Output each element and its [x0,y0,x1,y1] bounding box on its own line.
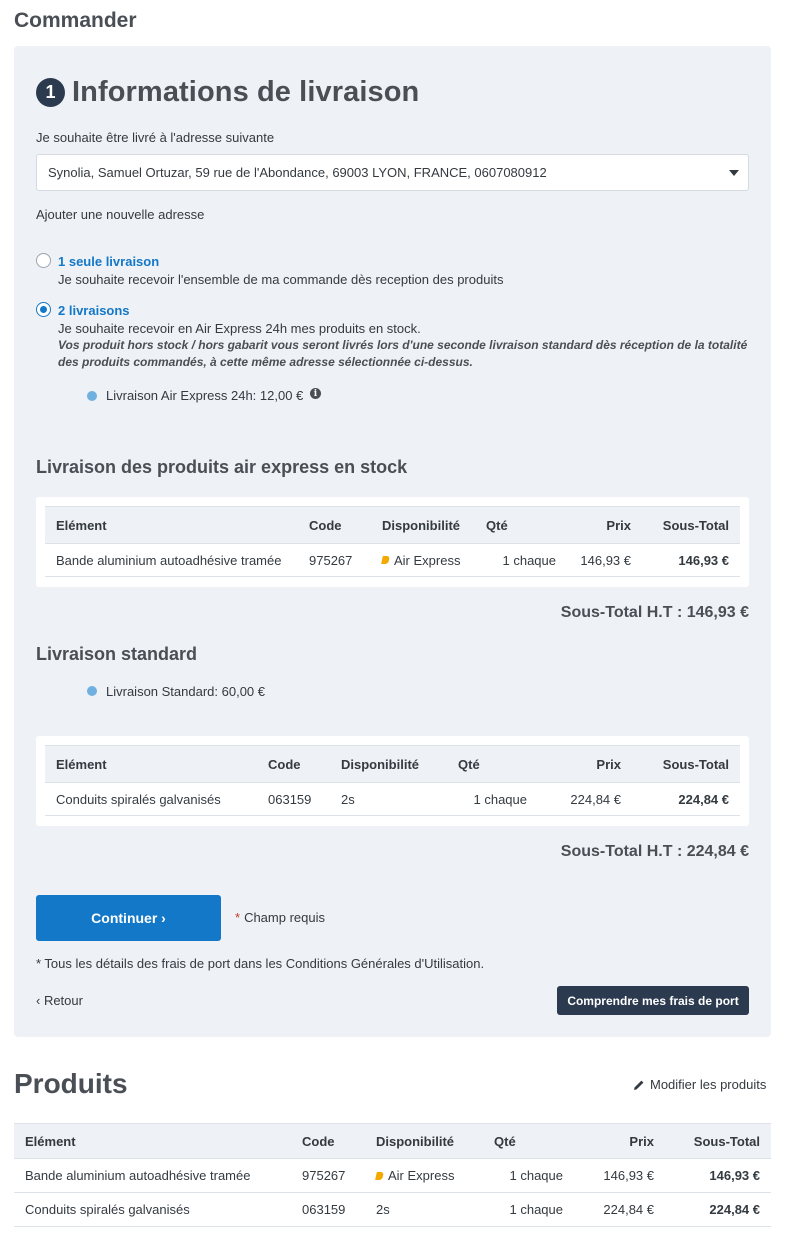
terms-note: * Tous les détails des frais de port dans les Conditions Générales d'Utilisation. [36,956,485,971]
col-prix: Prix [596,756,621,772]
col-element: Elément [56,517,107,533]
col-disponibilite: Disponibilité [376,1133,454,1149]
row-qte: 1 chaque [502,552,556,568]
products-title: Produits [14,1068,128,1099]
info-icon[interactable]: i [310,388,321,399]
add-address-link[interactable]: Ajouter une nouvelle adresse [36,207,205,222]
single-delivery-desc: Je souhaite recevoir l'ensemble de ma commande dès reception des produits [58,272,504,287]
air-express-icon [381,556,390,564]
required-field-note [235,910,325,925]
col-sous-total: Sous-Total [662,517,729,533]
col-element: Elément [25,1133,76,1149]
table-row [45,544,740,577]
air-section-title: Livraison des produits air express en stock [36,457,408,477]
col-prix: Prix [606,517,631,533]
required-text: Champ requis [244,910,325,925]
pencil-icon [633,1079,645,1091]
two-deliveries-title[interactable]: 2 livraisons [58,303,130,318]
row-disponibilite [376,1159,454,1192]
modify-products-label: Modifier les produits [650,1077,767,1092]
radio-two-deliveries[interactable] [36,302,51,317]
standard-table-card [36,736,749,826]
table-row [14,1193,771,1227]
row-sous-total: 224,84 € [678,791,729,807]
col-code: Code [309,517,342,533]
row-element: Conduits spiralés galvanisés [56,791,221,807]
row-sous-total: 224,84 € [709,1202,760,1217]
page-title: Commander [14,9,137,32]
standard-section-title: Livraison standard [36,644,198,664]
col-disponibilite: Disponibilité [382,517,460,533]
back-link[interactable]: ‹ Retour [36,993,83,1008]
air-express-icon [375,1172,384,1180]
row-prix: 146,93 € [603,1168,654,1183]
col-code: Code [302,1133,335,1149]
col-element: Elément [56,756,107,772]
col-disponibilite: Disponibilité [341,756,419,772]
row-qte: 1 chaque [473,791,527,807]
row-element: Bande aluminium autoadhésive tramée [56,552,282,568]
address-select[interactable] [36,154,749,191]
row-disponibilite [382,544,460,576]
col-qte: Qté [494,1133,516,1149]
row-code: 063159 [302,1202,346,1217]
required-star: * [235,910,241,925]
understand-shipping-button[interactable]: Comprendre mes frais de port [557,986,749,1015]
row-prix: 224,84 € [603,1202,654,1217]
row-disponibilite-text: Air Express [394,552,461,568]
col-sous-total: Sous-Total [662,756,729,772]
row-qte: 1 chaque [509,1202,563,1217]
row-disponibilite: 2s [376,1202,390,1217]
row-code: 975267 [302,1168,346,1183]
table-header-row [14,1123,771,1159]
table-row [45,783,740,816]
row-disponibilite: 2s [341,791,355,807]
air-express-option-label: Livraison Air Express 24h: 12,00 € [106,388,304,403]
air-subtotal: Sous-Total H.T : 146,93 € [560,604,749,621]
row-element: Conduits spiralés galvanisés [25,1202,190,1217]
row-sous-total: 146,93 € [709,1168,760,1183]
products-table [14,1123,771,1229]
row-code: 063159 [268,791,312,807]
air-table [45,506,740,578]
standard-table [45,745,740,817]
radio-standard[interactable] [87,686,97,696]
table-row [14,1159,771,1193]
continue-button[interactable]: Continuer › [36,895,221,941]
single-delivery-title[interactable]: 1 seule livraison [58,254,160,269]
row-disponibilite-text: Air Express [388,1168,455,1183]
row-element: Bande aluminium autoadhésive tramée [25,1168,251,1183]
col-qte: Qté [458,756,480,772]
modify-products-link[interactable] [633,1077,766,1092]
col-code: Code [268,756,301,772]
step-number-badge: 1 [36,78,65,107]
two-deliveries-desc: Je souhaite recevoir en Air Express 24h mes produits en stock. [58,321,421,336]
row-qte: 1 chaque [509,1168,563,1183]
col-prix: Prix [629,1133,654,1149]
col-qte: Qté [486,517,508,533]
delivery-step-header [36,76,419,109]
row-prix: 146,93 € [580,552,631,568]
two-deliveries-note: Vos produit hors stock / hors gabarit vous seront livrés lors d'une seconde livraison standard dès réception de la totalité des produits commandés, à cette même adresse sélectionnée ci-dessus. [58,338,748,369]
address-select-value: Synolia, Samuel Ortuzar, 59 rue de l'Abondance, 69003 LYON, FRANCE, 0607080912 [48,165,547,180]
delivery-title: Informations de livraison [72,76,420,108]
radio-air-express[interactable] [87,391,97,401]
col-sous-total: Sous-Total [693,1133,760,1149]
standard-subtotal: Sous-Total H.T : 224,84 € [560,843,749,860]
delivery-panel [14,46,771,1037]
air-table-card [36,497,749,587]
row-prix: 224,84 € [570,791,621,807]
radio-single-delivery[interactable] [36,253,51,268]
table-header-row [45,506,740,544]
address-label: Je souhaite être livré à l'adresse suivante [36,130,275,145]
standard-option-label: Livraison Standard: 60,00 € [106,684,265,699]
chevron-down-icon [729,170,739,176]
row-code: 975267 [309,552,353,568]
table-header-row [45,745,740,783]
row-sous-total: 146,93 € [678,552,729,568]
